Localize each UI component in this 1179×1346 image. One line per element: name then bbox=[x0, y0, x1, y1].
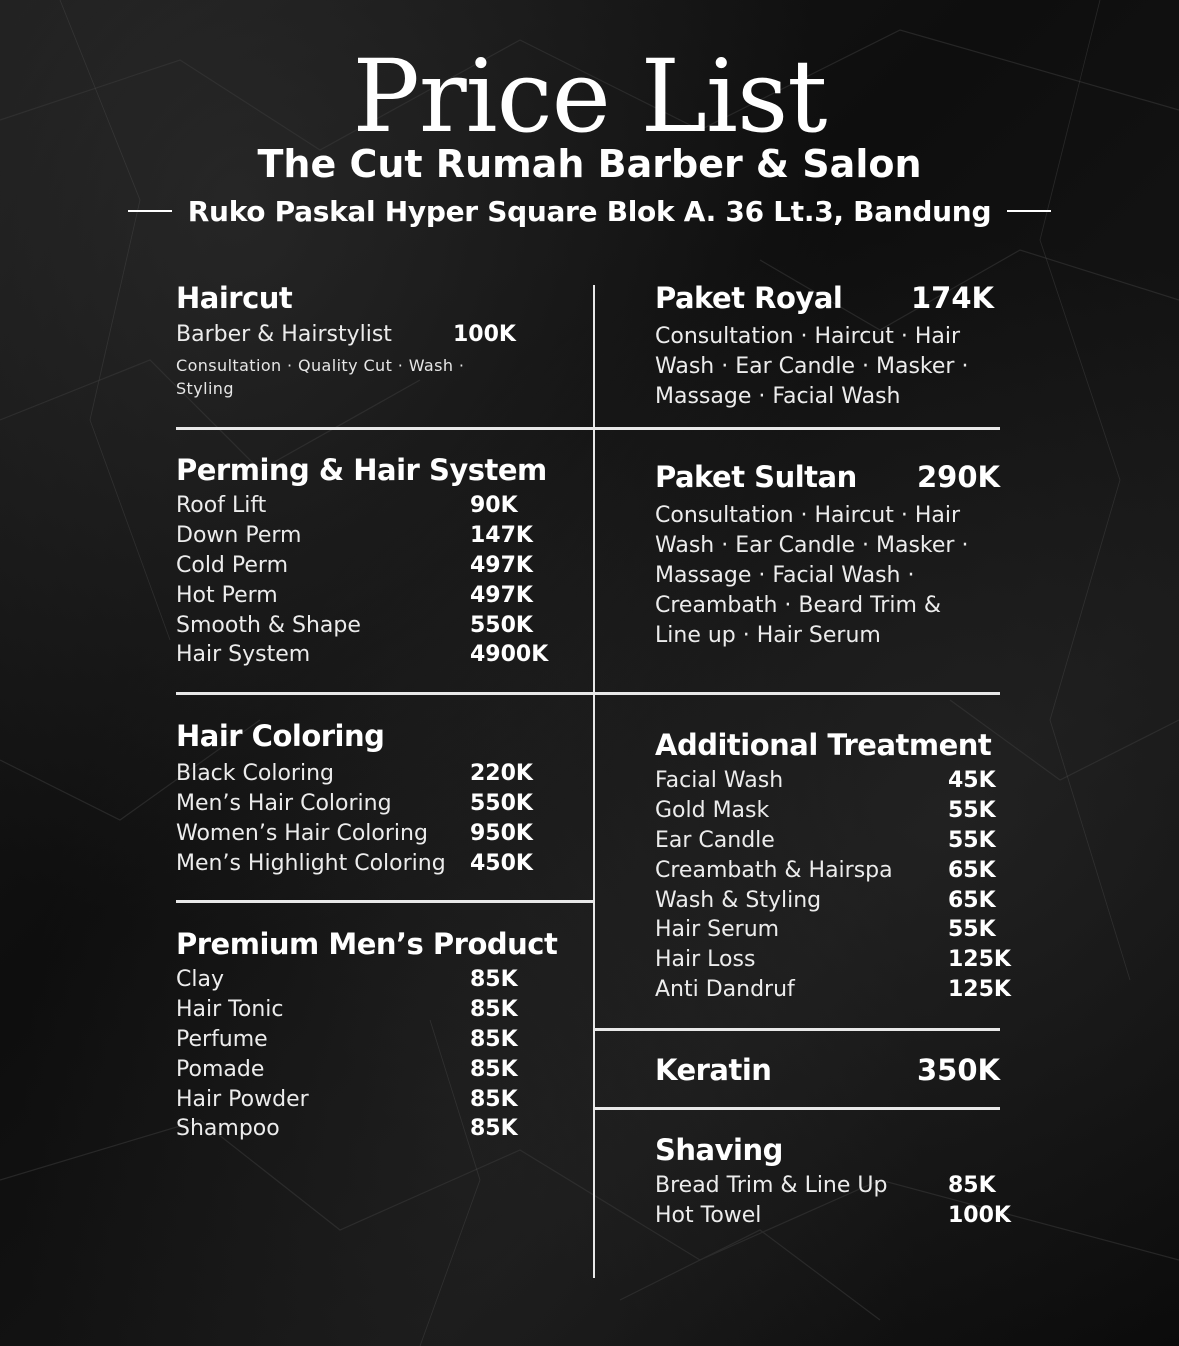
item-price: 85K bbox=[470, 967, 518, 993]
perming-section bbox=[176, 452, 586, 670]
paket-sultan-section bbox=[655, 459, 1000, 651]
shaving-section bbox=[655, 1132, 1011, 1231]
paket-royal-header bbox=[655, 280, 1000, 316]
item-name: Facial Wash bbox=[655, 768, 784, 794]
price-row bbox=[176, 580, 586, 610]
item-name: Hair Loss bbox=[655, 947, 756, 973]
price-row bbox=[176, 848, 586, 878]
haircut-item bbox=[176, 320, 586, 350]
paket-royal-title: Paket Royal bbox=[655, 281, 843, 315]
item-name: Bread Trim & Line Up bbox=[655, 1173, 888, 1199]
row-divider-right-4 bbox=[595, 1107, 1000, 1110]
item-price: 85K bbox=[470, 1116, 518, 1142]
item-name: Down Perm bbox=[176, 523, 302, 549]
item-price: 125K bbox=[948, 976, 1011, 1002]
price-row bbox=[655, 855, 1000, 885]
haircut-section bbox=[176, 280, 586, 400]
item-name: Cold Perm bbox=[176, 552, 288, 578]
paket-sultan-header bbox=[655, 459, 1000, 495]
price-row bbox=[655, 1171, 1000, 1201]
item-name: Hot Towel bbox=[655, 1203, 762, 1229]
item-price: 550K bbox=[470, 612, 533, 638]
paket-royal-section bbox=[655, 280, 1000, 412]
price-row bbox=[176, 610, 586, 640]
coloring-title: Hair Coloring bbox=[176, 719, 385, 753]
item-name: Men’s Highlight Coloring bbox=[176, 850, 446, 876]
price-row bbox=[176, 551, 586, 581]
item-name: Women’s Hair Coloring bbox=[176, 820, 428, 846]
additional-treatment-title: Additional Treatment bbox=[655, 728, 992, 762]
item-name: Perfume bbox=[176, 1026, 268, 1052]
item-price: 450K bbox=[470, 850, 533, 876]
salon-address: Ruko Paskal Hyper Square Blok A. 36 Lt.3, Bandung bbox=[187, 194, 992, 228]
item-name: Ear Candle bbox=[655, 827, 775, 853]
paket-sultan-price: 290K bbox=[916, 460, 1000, 494]
item-name: Hot Perm bbox=[176, 582, 278, 608]
price-row bbox=[655, 826, 1000, 856]
paket-sultan-title: Paket Sultan bbox=[655, 460, 857, 494]
item-price: 85K bbox=[470, 1026, 518, 1052]
right-dash-divider bbox=[1007, 210, 1051, 212]
item-price: 125K bbox=[948, 947, 1011, 973]
shaving-list bbox=[655, 1171, 1011, 1231]
row-divider-right-3 bbox=[595, 1028, 1000, 1031]
paket-royal-description: Consultation · Haircut · Hair Wash · Ear Candle · Masker · Massage · Facial Wash bbox=[655, 324, 969, 409]
item-price: 85K bbox=[470, 1086, 518, 1112]
item-price: 100K bbox=[948, 1203, 1011, 1229]
item-name: Anti Dandruf bbox=[655, 976, 795, 1002]
price-row bbox=[655, 915, 1000, 945]
item-price: 497K bbox=[470, 552, 533, 578]
item-name: Black Coloring bbox=[176, 761, 334, 787]
item-price: 55K bbox=[948, 917, 996, 943]
item-price: 85K bbox=[948, 1173, 996, 1199]
item-price: 550K bbox=[470, 791, 533, 817]
product-title: Premium Men’s Product bbox=[176, 927, 558, 961]
keratin-header bbox=[655, 1052, 1000, 1088]
additional-treatment-section bbox=[655, 727, 1011, 1004]
item-name: Creambath & Hairspa bbox=[655, 857, 893, 883]
product-section bbox=[176, 926, 586, 1144]
item-price: 147K bbox=[470, 523, 533, 549]
price-row bbox=[655, 766, 1000, 796]
item-price: 65K bbox=[948, 887, 996, 913]
price-row bbox=[176, 789, 586, 819]
product-list bbox=[176, 965, 586, 1144]
row-divider-1 bbox=[176, 427, 1000, 430]
item-price: 85K bbox=[470, 997, 518, 1023]
item-name: Shampoo bbox=[176, 1116, 280, 1142]
price-row bbox=[176, 1054, 586, 1084]
price-row bbox=[176, 759, 586, 789]
price-row bbox=[176, 819, 586, 849]
price-row bbox=[176, 491, 586, 521]
item-name: Gold Mask bbox=[655, 798, 770, 824]
paket-sultan-description: Consultation · Haircut · Hair Wash · Ear Candle · Masker · Massage · Facial Wash · Creambath · Beard Trim & Line up · Hair Serum bbox=[655, 503, 969, 648]
column-divider bbox=[593, 285, 595, 1278]
address-row bbox=[0, 191, 1179, 231]
item-price: 45K bbox=[948, 768, 996, 794]
perming-list bbox=[176, 491, 586, 670]
item-name: Barber & Hairstylist bbox=[176, 322, 392, 348]
price-row bbox=[176, 1114, 586, 1144]
keratin-section bbox=[655, 1052, 1000, 1088]
item-name: Smooth & Shape bbox=[176, 612, 361, 638]
item-name: Clay bbox=[176, 967, 224, 993]
salon-name: The Cut Rumah Barber & Salon bbox=[257, 142, 922, 186]
page-title: Price List bbox=[352, 38, 827, 155]
item-name: Hair Powder bbox=[176, 1086, 309, 1112]
haircut-description: Consultation · Quality Cut · Wash · Styling bbox=[176, 355, 465, 398]
item-price: 55K bbox=[948, 827, 996, 853]
additional-treatment-list bbox=[655, 766, 1011, 1004]
coloring-list bbox=[176, 759, 586, 878]
shaving-title: Shaving bbox=[655, 1133, 783, 1167]
item-price: 950K bbox=[470, 820, 533, 846]
item-name: Men’s Hair Coloring bbox=[176, 791, 392, 817]
price-row bbox=[176, 521, 586, 551]
price-row bbox=[176, 1084, 586, 1114]
perming-title: Perming & Hair System bbox=[176, 453, 547, 487]
left-dash-divider bbox=[128, 210, 172, 212]
price-row bbox=[655, 975, 1011, 1005]
item-name: Wash & Styling bbox=[655, 887, 822, 913]
haircut-title: Haircut bbox=[176, 281, 293, 315]
row-divider-2 bbox=[176, 692, 1000, 695]
item-name: Hair Serum bbox=[655, 917, 780, 943]
item-name: Hair Tonic bbox=[176, 997, 284, 1023]
item-price: 85K bbox=[470, 1056, 518, 1082]
price-row bbox=[176, 640, 586, 670]
item-name: Roof Lift bbox=[176, 493, 267, 519]
price-row bbox=[655, 885, 1000, 915]
price-row bbox=[176, 1025, 586, 1055]
item-name: Hair System bbox=[176, 642, 311, 668]
item-price: 497K bbox=[470, 582, 533, 608]
row-divider-left-3 bbox=[176, 900, 593, 903]
price-row bbox=[655, 945, 1011, 975]
price-row bbox=[176, 995, 586, 1025]
item-price: 65K bbox=[948, 857, 996, 883]
item-price: 100K bbox=[453, 322, 516, 348]
paket-royal-price: 174K bbox=[910, 281, 994, 315]
keratin-price: 350K bbox=[916, 1053, 1000, 1087]
price-row bbox=[655, 1201, 1011, 1231]
coloring-section bbox=[176, 718, 586, 878]
item-price: 220K bbox=[470, 761, 533, 787]
price-row bbox=[655, 796, 1000, 826]
item-price: 4900K bbox=[470, 642, 549, 668]
price-row bbox=[176, 965, 586, 995]
item-price: 55K bbox=[948, 798, 996, 824]
item-name: Pomade bbox=[176, 1056, 265, 1082]
item-price: 90K bbox=[470, 493, 518, 519]
keratin-title: Keratin bbox=[655, 1053, 772, 1087]
